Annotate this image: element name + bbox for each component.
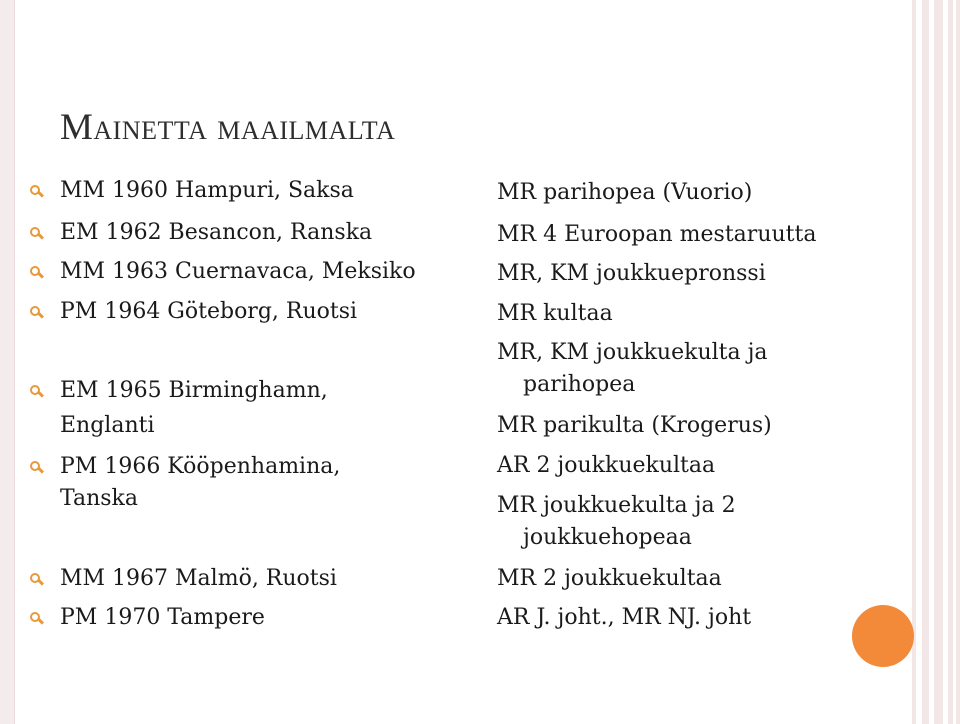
item-text: Tanska [60,486,138,511]
left-accent-bar [0,0,15,724]
result-text: MR kultaa [497,301,613,326]
result-text: AR J. joht., MR NJ. joht [497,605,752,630]
result-text-continuation: joukkuehopeaa [523,525,692,550]
item-text: MM 1960 Hampuri, Saksa [60,178,354,203]
result-text: AR 2 joukkuekultaa [497,453,716,478]
result-text: MR 2 joukkuekultaa [497,566,722,591]
result-item [497,219,816,251]
result-item [497,563,722,595]
bullet-icon [30,385,40,395]
result-text-continuation: parihopea [523,372,636,397]
slide-title: Mainetta maailmalta [60,107,396,148]
result-item [497,450,715,482]
item-text: PM 1964 Göteborg, Ruotsi [60,299,358,324]
result-text: MR parihopea (Vuorio) [497,180,753,205]
result-item [497,602,751,634]
result-item [497,258,766,290]
result-item [497,337,768,401]
result-text: MR joukkuekulta ja 2 [497,493,736,518]
result-text: MR parikulta (Krogerus) [497,413,772,438]
result-text: MR 4 Euroopan mestaruutta [497,222,817,247]
bullet-icon [30,185,40,195]
result-item [497,410,772,442]
result-text: MR, KM joukkuekulta ja [497,340,768,365]
bullet-icon [30,227,40,237]
result-text: MR, KM joukkuepronssi [497,261,766,286]
item-text: EM 1962 Besancon, Ranska [60,220,373,245]
result-item [497,177,752,209]
item-text: EM 1965 Birminghamn, [60,378,328,403]
right-decorative-stripes [912,0,960,724]
item-text: PM 1970 Tampere [60,605,265,630]
item-text: PM 1966 Kööpenhamina, [60,454,341,479]
item-text: MM 1963 Cuernavaca, Meksiko [60,259,416,284]
bullet-icon [30,461,40,471]
decorative-circle [852,605,914,667]
bullet-icon [30,573,40,583]
bullet-icon [30,266,40,276]
item-text: MM 1967 Malmö, Ruotsi [60,566,337,591]
bullet-icon [30,306,40,316]
item-text: Englanti [60,413,155,438]
bullet-icon [30,612,40,622]
result-item [497,298,613,330]
result-item [497,490,736,554]
